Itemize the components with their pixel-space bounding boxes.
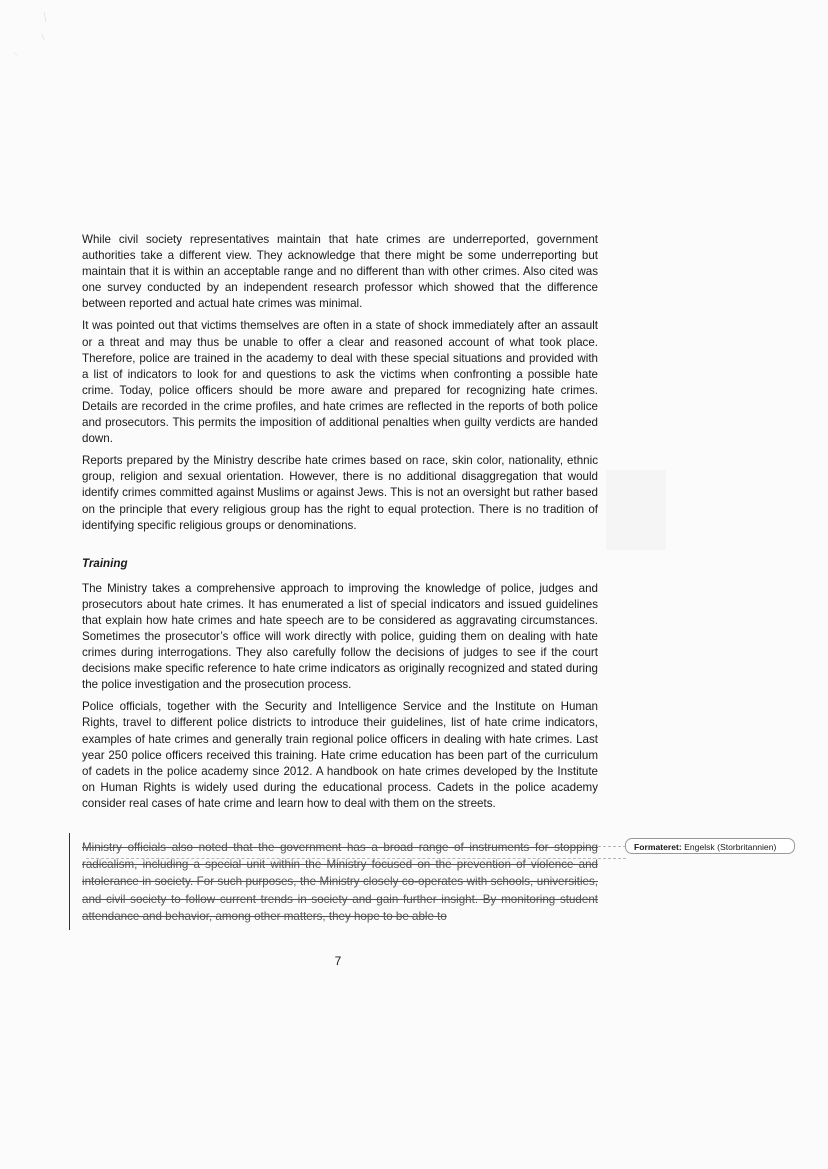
scan-shadow <box>606 470 666 550</box>
deleted-text-block <box>82 839 598 925</box>
comment-leader-line <box>86 858 626 859</box>
paragraph-underreporting: While civil society representatives maintain that hate crimes are underreported, government authorities take a different view. They acknowledge that there might be some underreporting but maintain that it is within an acceptable range and no different than with other crimes. Also cited was one survey conducted by an independent research professor which showed that the difference between reported and actual hate crimes was minimal. <box>82 233 598 311</box>
tracked-change-bar <box>69 833 70 930</box>
format-comment-balloon[interactable] <box>625 838 795 854</box>
comment-text: Engelsk (Storbritannien) <box>684 842 777 852</box>
paragraph-ministry-reports: Reports prepared by the Ministry describe hate crimes based on race, skin color, nationality, ethnic group, religion and sexual orientation. However, there is no additional disaggregation that would identify crimes committed against Muslims or against Jews. This is not an oversight but rather based on the principle that every religious group has the right to equal protection. There is no tradition of identifying specific religious groups or denominations. <box>82 454 598 532</box>
paragraph-victims: It was pointed out that victims themselves are often in a state of shock immediately after an assault or a threat and may thus be unable to offer a clear and reasoned account of what took place. Therefore, police are trained in the academy to deal with these special situations and provided with a list of indicators to look for and questions to ask the victims when confronting a possible hate crime. Today, police officers should be more aware and prepared for recognizing hate crimes. Details are recorded in the crime profiles, and hate crimes are reflected in the reports of both police and prosecutors. This permits the imposition of additional penalties when guilty verdicts are handed down. <box>82 319 598 446</box>
paragraph-deleted-radicalism: Ministry officials also noted that the government has a broad range of instruments for stopping radicalism, including a special unit within the Ministry focused on the prevention of violence and intolerance in society. For such purposes, the Ministry closely co-operates with schools, universities, and civil society to follow current trends in society and gain further insight. By monitoring student attendance and behavior, among other matters, they hope to be able to <box>82 841 598 923</box>
page-number: 7 <box>334 954 342 968</box>
scan-artifact-mark <box>8 8 48 58</box>
comment-connector <box>598 846 626 847</box>
paragraph-police-officials: Police officials, together with the Security and Intelligence Service and the Institute on Human Rights, travel to different police districts to introduce their guidelines, list of hate crime indicators, examples of hate crimes and generally train regional police officers in dealing with hate crimes. Last year 250 police officers received this training. Hate crime education has been part of the curriculum of cadets in the police academy since 2012. A handbook on hate crimes developed by the Institute on Human Rights is widely used during the educational process. Cadets in the police academy consider real cases of hate crime and learn how to deal with them on the streets. <box>82 700 598 810</box>
paragraph-ministry-approach: The Ministry takes a comprehensive approach to improving the knowledge of police, judges and prosecutors about hate crimes. It has enumerated a list of special indicators and issued guidelines that explain how hate crimes and hate speech are to be considered as aggravating circumstances. Sometimes the prosecutor’s office will work directly with police, guiding them on dealing with hate crimes during interrogations. They also carefully follow the decisions of judges to see if the court decisions make specific reference to hate crime indicators as originally recognized and stated during the police investigation and the prosecution process. <box>82 581 598 692</box>
section-heading-training: Training <box>82 556 128 570</box>
body-text <box>82 232 598 818</box>
comment-label: Formateret: <box>634 842 682 852</box>
